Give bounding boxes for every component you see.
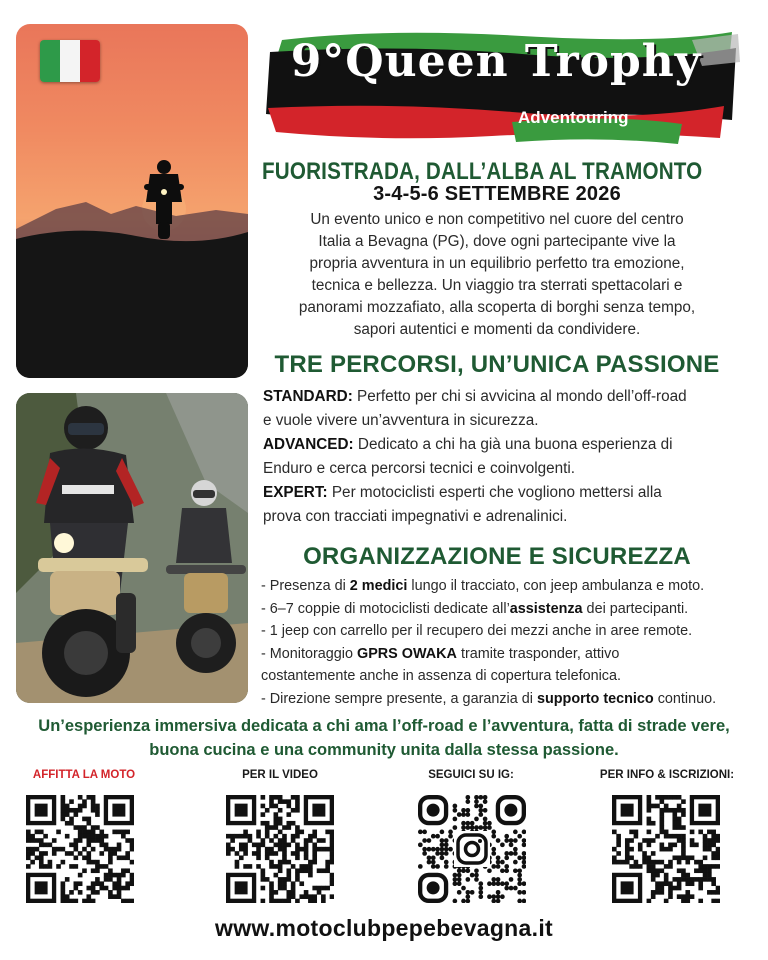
qr-label-rent: AFFITTA LA MOTO <box>32 769 136 781</box>
qr-code-instagram[interactable] <box>418 795 526 903</box>
org-item-doctors: - Presenza di 2 medici lungo il tracciato, con jeep ambulanza e moto. <box>261 578 705 594</box>
italy-flag-icon <box>40 40 100 82</box>
route-standard <box>263 385 741 433</box>
route-description: Enduro e cerca percorsi tecnici e coinvolgenti. <box>263 460 576 477</box>
qr-code-info[interactable] <box>612 795 720 903</box>
event-dates: 3-4-5-6 SETTEMBRE 2026 <box>373 183 621 205</box>
qr-label-instagram: SEGUICI SU IG: <box>428 769 514 781</box>
qr-finder-pattern <box>420 797 446 823</box>
organization-heading: ORGANIZZAZIONE E SICUREZZA <box>303 543 691 570</box>
event-tagline: FUORISTRADA, DALL’ALBA AL TRAMONTO <box>262 158 703 185</box>
org-item-assistance: - 6–7 coppie di motociclisti dedicate all’assistenza dei partecipanti. <box>261 600 689 617</box>
route-description: Dedicato a chi ha già una buona esperienza di <box>353 436 673 453</box>
closing-line: Un’esperienza immersiva dedicata a chi ama l’off-road e l’avventura, fatta di strade vere, <box>38 717 730 735</box>
qr-finder-pattern <box>420 875 446 901</box>
instagram-icon <box>454 831 490 867</box>
qr-finder-pattern <box>692 797 718 823</box>
intro-line: tecnica e bellezza. Un viaggio tra sterrati spettacolari e <box>311 277 683 294</box>
org-item-monitoring: - Monitoraggio GPRS OWAKA tramite trasponder, attivo <box>261 645 620 662</box>
intro-text <box>262 209 732 341</box>
qr-finder-pattern <box>614 875 640 901</box>
org-item-direction: - Direzione sempre presente, a garanzia di supporto tecnico continuo. <box>261 690 717 707</box>
closing-statement <box>18 714 750 762</box>
route-advanced <box>263 433 741 481</box>
qr-finder-pattern <box>498 797 524 823</box>
qr-finder-pattern <box>614 797 640 823</box>
route-expert <box>263 481 741 529</box>
qr-code-video[interactable] <box>226 795 334 903</box>
qr-finder-pattern <box>228 797 254 823</box>
qr-finder-pattern <box>228 875 254 901</box>
route-description: prova con tracciati impegnativi e adrenalinici. <box>263 508 568 525</box>
routes-heading: TRE PERCORSI, UN’UNICA PASSIONE <box>274 351 720 378</box>
closing-line: buona cucina e una community unita dalla stessa passione. <box>149 741 619 759</box>
intro-line: propria avventura in un equilibrio perfetto tra emozione, <box>309 255 685 272</box>
route-description: e vuole vivere un’avventura in sicurezza. <box>263 412 539 429</box>
event-logo <box>262 22 740 150</box>
qr-finder-pattern <box>28 797 54 823</box>
route-label: ADVANCED: <box>263 436 354 453</box>
qr-label-info: PER INFO & ISCRIZIONI: <box>599 769 735 781</box>
org-item-jeep: - 1 jeep con carrello per il recupero dei mezzi anche in aree remote. <box>261 623 693 639</box>
intro-line: panorami mozzafiato, alla scoperta di borghi senza tempo, <box>298 299 696 316</box>
website-link[interactable]: www.motoclubpepebevagna.it <box>215 915 553 941</box>
route-description: Per motociclisti esperti che vogliono mettersi alla <box>327 484 662 501</box>
org-item-monitoring-cont: costantemente anche in assenza di copertura telefonica. <box>261 668 621 684</box>
event-subtitle: Adventouring <box>518 108 629 127</box>
route-description: Perfetto per chi si avvicina al mondo dell’off-road <box>352 388 687 405</box>
qr-code-rent[interactable] <box>26 795 134 903</box>
routes-list <box>263 385 741 529</box>
intro-line: sapori autentici e momenti da condividere. <box>353 321 641 338</box>
route-label: EXPERT: <box>263 484 328 501</box>
qr-label-video: PER IL VIDEO <box>242 769 318 781</box>
route-label: STANDARD: <box>263 388 353 405</box>
qr-finder-pattern <box>106 797 132 823</box>
event-title: 9°Queen Trophy <box>290 36 702 87</box>
organization-list <box>261 575 751 710</box>
qr-finder-pattern <box>28 875 54 901</box>
qr-finder-pattern <box>306 797 332 823</box>
intro-line: Italia a Bevagna (PG), dove ogni partecipante vive la <box>318 233 676 250</box>
photo-enduro-riders <box>16 393 248 703</box>
intro-line: Un evento unico e non competitivo nel cuore del centro <box>310 211 684 228</box>
